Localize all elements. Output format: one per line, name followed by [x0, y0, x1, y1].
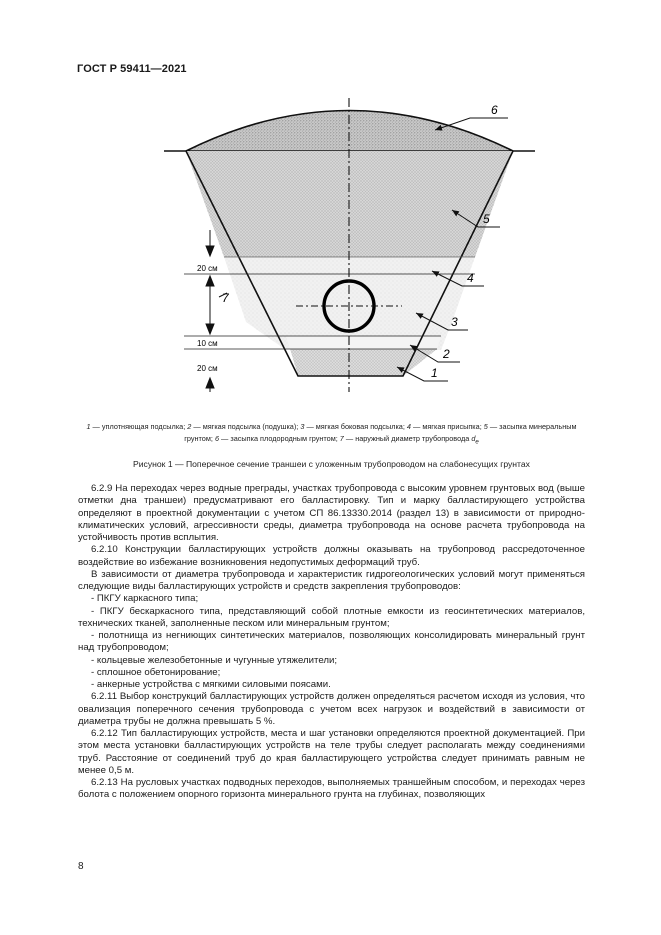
legend-num-3: 3	[300, 422, 305, 431]
legend-text-5: — засыпка минеральным грунтом;	[184, 422, 577, 443]
document-header: ГОСТ Р 59411—2021	[77, 63, 187, 75]
list-item: - анкерные устройства с мягкими силовыми поясами.	[91, 679, 331, 690]
legend-num-1: 1	[86, 422, 91, 431]
paragraph-6-2-9: 6.2.9 На переходах через водные преграды, участках трубопровода с высоким уровнем грунтовых вод (выше отметки дна траншеи) предусматривают его балластировку. Тип и марку балластирующего устройства определяют в проектной документации с учетом СП 86.13330.2014 (раздел 13) в зависимости от природно-климатических условий, агрессивности среды, диаметра трубопровода на основе расчета трубопровода на устойчивость против всплытия.	[78, 483, 585, 543]
dim-20cm-bottom: 20 см	[197, 364, 218, 373]
callout-6: 6	[491, 103, 498, 117]
callout-2: 2	[443, 347, 450, 361]
paragraph-6-2-10: 6.2.10 Конструкции балластирующих устройств должны оказывать на трубопровод рассредоточенное воздействие во избежание возникновения недопустимых деформаций труб.	[78, 544, 585, 568]
paragraph-6-2-13: 6.2.13 На русловых участках подводных переходов, выполняемых траншейным способом, и переходах через болота с положением опорного горизонта минерального грунта на глубинах, позволяющих	[78, 777, 585, 801]
legend-num-2: 2	[187, 422, 192, 431]
legend-text-4: — мягкая присыпка;	[410, 422, 484, 431]
list-item: - ПКГУ бескаркасного типа, представляющий собой плотные емкости из геосинтетических материалов, технических тканей, заполненные песком или минеральным грунтом;	[78, 605, 585, 629]
callout-7: 7	[222, 291, 229, 305]
legend-num-4: 4	[406, 422, 411, 431]
list-item: - кольцевые железобетонные и чугунные утяжелители;	[91, 654, 338, 666]
body-text	[78, 483, 585, 802]
legend-text-1: — уплотняющая подсылка;	[90, 422, 188, 431]
figure-legend	[78, 421, 585, 448]
callout-5: 5	[483, 212, 490, 226]
callout-3: 3	[451, 315, 458, 329]
trench-cross-section-figure	[0, 0, 661, 420]
list-item: - полотнища из негниющих синтетических материалов, позволяющих консолидировать минеральный грунт над трубопроводом;	[78, 630, 585, 654]
legend-text-7: — наружный диаметр трубопровода	[343, 434, 472, 443]
callout-4: 4	[467, 271, 474, 285]
legend-text-3: — мягкая боковая подсылка;	[304, 422, 407, 431]
list-item: - сплошное обетонирование;	[91, 666, 221, 678]
paragraph-ballast-intro: В зависимости от диаметра трубопровода и характеристик гидрогеологических условий могут применяться следующие виды балластирующих устройств и средств закрепления трубопроводов:	[78, 568, 585, 592]
legend-num-5: 5	[483, 422, 488, 431]
legend-num-6: 6	[214, 434, 220, 443]
page-number: 8	[78, 861, 84, 872]
legend-num-7: 7	[339, 434, 344, 443]
legend-text-2: — мягкая подсылка (подушка);	[191, 422, 301, 431]
figure-caption: Рисунок 1 — Поперечное сечение траншеи с уложенным трубопроводом на слабонесущих грунтах	[133, 459, 530, 469]
paragraph-6-2-12: 6.2.12 Тип балластирующих устройств, места и шаг установки определяются проектной документацией. При этом места установки балластирующих устройств на теле трубы следует располагать между соединениями труб. Расстояние от соединений труб до края балластирующего устройства следует принимать равным не менее 0,5 м.	[78, 728, 585, 776]
dim-10cm: 10 см	[197, 339, 218, 348]
legend-symbol-sub: e	[475, 438, 479, 446]
dim-20cm-top: 20 см	[197, 264, 218, 273]
list-item: - ПКГУ каркасного типа;	[91, 593, 199, 605]
legend-symbol: d	[471, 434, 476, 443]
legend-text-6: — засыпка плодородным грунтом;	[219, 434, 340, 443]
callout-1: 1	[431, 366, 438, 380]
paragraph-6-2-11: 6.2.11 Выбор конструкций балластирующих устройств должен определяться расчетом исходя из условия, что овализация поперечного сечения трубопровода с учетом всех нагрузок и воздействий в зависимости от диаметра трубы не должна превышать 5 %.	[78, 691, 585, 727]
